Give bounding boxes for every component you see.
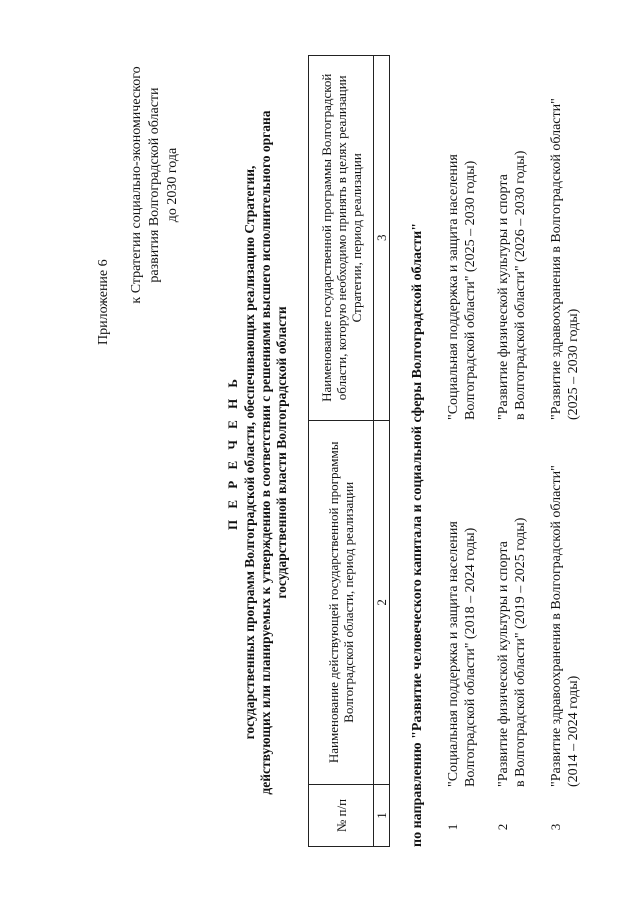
- title-line: действующих или планируемых к утверждению в соответствии с решениями высшего исполнительного органа: [258, 110, 273, 795]
- programs-table: [308, 55, 390, 847]
- appendix-label: Приложение 6: [96, 259, 111, 345]
- header-planned-program: Наименование государственной программы Волгоградской области, которую необходимо принять в целях реализации Стратегии, период реализации: [309, 56, 374, 421]
- text-line: в Волгоградской области" (2019 – 2025 годы): [513, 517, 528, 787]
- current-program: [495, 427, 529, 787]
- table-header-row: [309, 56, 374, 847]
- title-line: государственной власти Волгоградской области: [274, 306, 289, 599]
- current-program: [445, 427, 479, 787]
- title-heading: П Е Р Е Ч Е Н Ь: [225, 374, 240, 531]
- planned-program: [495, 50, 529, 420]
- row-number: 2: [495, 823, 510, 831]
- title-line: государственных программ Волгоградской области, обеспечивающих реализацию Стратегии,: [242, 165, 257, 740]
- reference-line: развития Волгоградской области: [147, 87, 162, 283]
- document-title: [224, 40, 290, 865]
- text-line: "Развитие здравоохранения в Волгоградской области": [549, 98, 564, 420]
- row-number: 3: [548, 823, 563, 831]
- reference-line: до 2030 года: [165, 147, 180, 223]
- column-number: 1: [374, 785, 390, 847]
- column-number: 3: [374, 56, 390, 421]
- text-line: Волгоградской области" (2018 – 2024 годы): [463, 527, 478, 787]
- header-current-program: Наименование действующей государственной программы Волгоградской области, период реализации: [309, 420, 374, 785]
- strategy-reference: [128, 35, 182, 335]
- text-line: "Развитие здравоохранения в Волгоградской области": [549, 465, 564, 787]
- text-line: в Волгоградской области" (2026 – 2030 годы): [513, 150, 528, 420]
- section-title: по направлению "Развитие человеческого капитала и социальной сферы Волгоградской области": [410, 223, 425, 847]
- planned-program: [548, 50, 582, 420]
- text-line: "Социальная поддержка и защита населения: [446, 154, 461, 420]
- text-line: Волгоградской области" (2025 – 2030 годы): [463, 160, 478, 420]
- text-line: "Развитие физической культуры и спорта: [496, 541, 511, 787]
- text-line: "Социальная поддержка и защита населения: [446, 521, 461, 787]
- header-number: № п/п: [309, 785, 374, 847]
- current-program: [548, 427, 582, 787]
- table-column-number-row: [374, 56, 390, 847]
- column-number: 2: [374, 420, 390, 785]
- row-number: 1: [445, 823, 460, 831]
- text-line: "Развитие физической культуры и спорта: [496, 174, 511, 420]
- text-line: (2014 – 2024 годы): [566, 675, 581, 787]
- planned-program: [445, 50, 479, 420]
- text-line: (2025 – 2030 годы): [566, 308, 581, 420]
- reference-line: к Стратегии социально-экономического: [129, 66, 144, 304]
